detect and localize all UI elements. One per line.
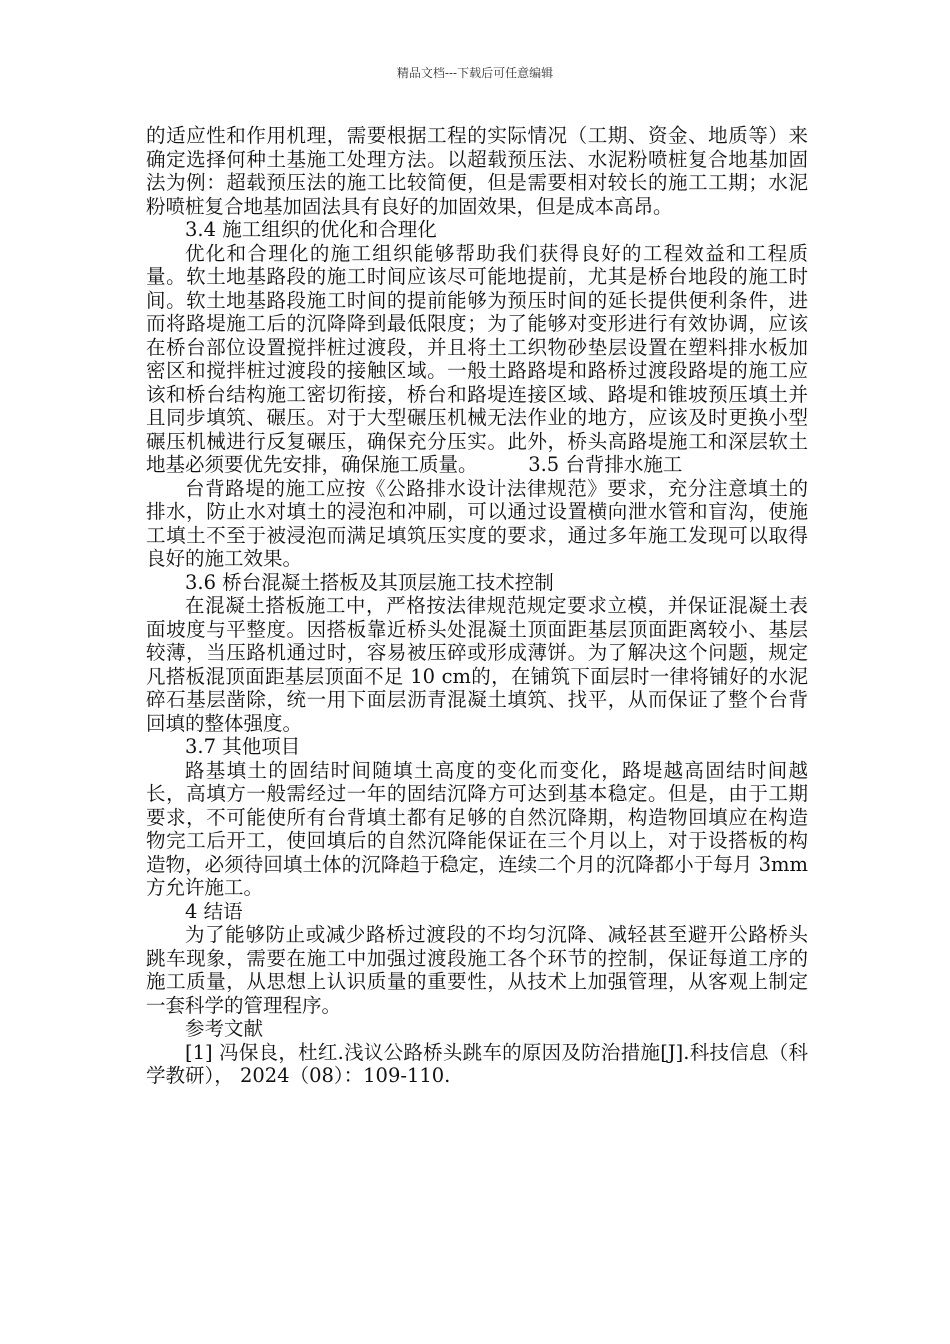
reference-item: [1] 冯保良，杜红.浅议公路桥头跳车的原因及防治措施[J].科技信息（科学教研）， 2024（08）：109-110. [146, 1040, 808, 1087]
heading-3-4: 3.4 施工组织的优化和合理化 [185, 218, 437, 241]
document-body [146, 124, 808, 1088]
references-heading: 参考文献 [185, 1017, 264, 1040]
paragraph-conclusion: 为了能够防止或减少路桥过渡段的不均匀沉降、减轻甚至避开公路桥头跳车现象，需要在施工中加强过渡段施工各个环节的控制，保证每道工序的施工质量，从思想上认识质量的重要性，从技术上加强管理，从客观上制定一套科学的管理程序。 [146, 923, 808, 1017]
paragraph-body: 优化和合理化的施工组织能够帮助我们获得良好的工程效益和工程质量。软土地基路段的施工时间应该尽可能地提前，尤其是桥台地段的施工时间。软土地基路段施工时间的提前能够为预压时间的延长提供便利条件，进而将路堤施工后的沉降降到最低限度；为了能够对变形进行有效协调，应该在桥台部位设置搅拌桩过渡段，并且将土工织物砂垫层设置在塑料排水板加密区和搅拌桩过渡段的接触区域。一般土路路堤和路桥过渡段路堤的施工应该和桥台结构施工密切衔接，桥台和路堤连接区域、路堤和锥坡预压填土并且同步填筑、碾压。对于大型碾压机械无法作业的地方，应该及时更换小型碾压机械进行反复碾压，确保充分压实。此外，桥头高路堤施工和深层软土地基必须要优先安排，确保施工质量。 [146, 241, 808, 476]
paragraph-soil-methods: 的适应性和作用机理，需要根据工程的实际情况（工期、资金、地质等）来确定选择何种土基施工处理方法。以超载预压法、水泥粉喷桩复合地基加固法为例：超载预压法的施工比较简便，但是需要相对较长的施工工期；水泥粉喷桩复合地基加固法具有良好的加固效果，但是成本高昂。 [146, 124, 808, 218]
paragraph-other-items: 路基填土的固结时间随填土高度的变化而变化，路堤越高固结时间越长，高填方一般需经过一年的固结沉降方可达到基本稳定。但是，由于工期要求，不可能使所有台背填土都有足够的自然沉降期，构造物回填应在构造物完工后开工，使回填后的自然沉降能保证在三个月以上，对于设搭板的构造物，必须待回填土体的沉降趋于稳定，连续二个月的沉降都小于每月 3mm 方允许施工。 [146, 758, 808, 899]
heading-3-6: 3.6 桥台混凝土搭板及其顶层施工技术控制 [185, 570, 554, 594]
paragraph-construction-organization [146, 242, 808, 477]
paragraph-approach-slab: 在混凝土搭板施工中，严格按法律规范规定要求立模，并保证混凝土表面坡度与平整度。因搭板靠近桥头处混凝土顶面距基层顶面距离较小、基层较薄，当压路机通过时，容易被压碎或形成薄饼。为了解决这个问题，规定凡搭板混顶面距基层顶面不足 10 cm的，在铺筑下面层时一律将铺好的水泥碎石基层凿除，统一用下面层沥青混凝土填筑、找平，从而保证了整个台背回填的整体强度。 [146, 594, 808, 735]
page-header: 精品文档---下载后可任意编辑 [396, 66, 554, 80]
heading-3-5: 3.5 台背排水施工 [528, 453, 683, 476]
paragraph-drainage: 台背路堤的施工应按《公路排水设计法律规范》要求，充分注意填土的排水，防止水对填土的浸泡和冲刷，可以通过设置横向泄水管和盲沟，使施工填土不至于被浸泡而满足填筑压实度的要求，通过多年施工发现可以取得良好的施工效果。 [146, 476, 808, 570]
heading-4-conclusion: 4 结语 [185, 899, 243, 923]
heading-3-7: 3.7 其他项目 [185, 735, 301, 758]
